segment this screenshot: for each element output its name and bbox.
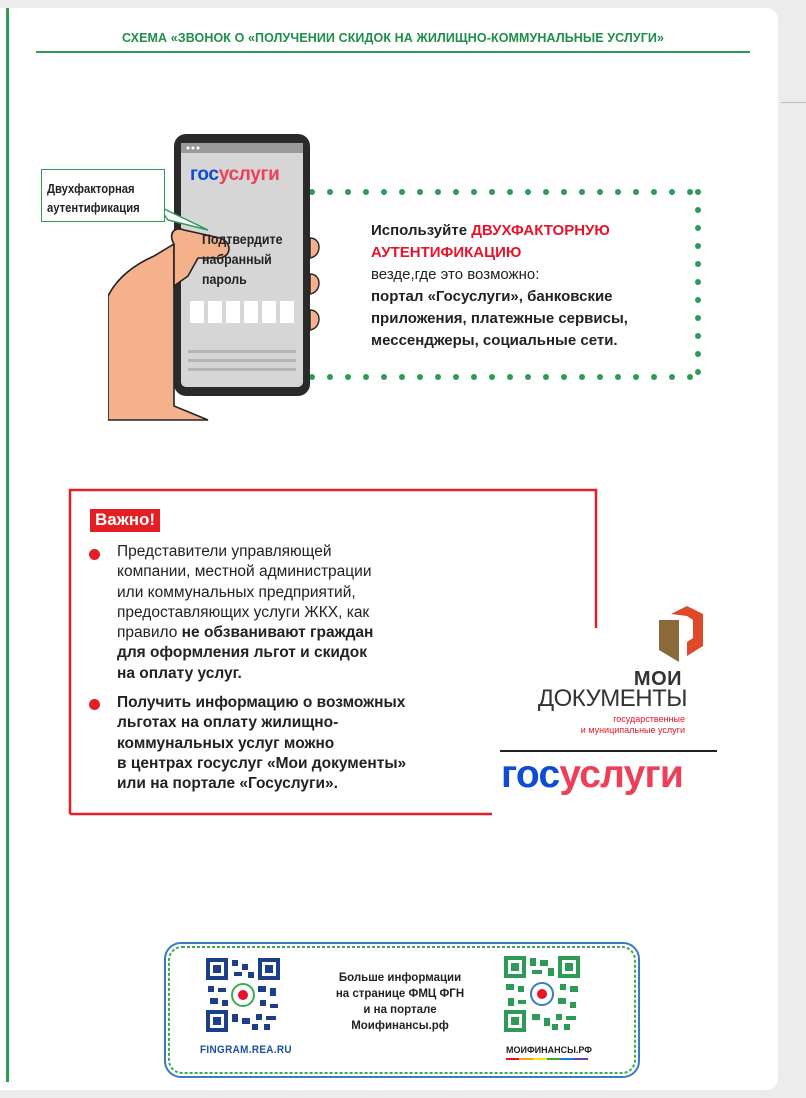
title-underline: [36, 51, 750, 53]
important-paragraph-2: [117, 693, 457, 794]
callout-line: аутентификация: [47, 201, 140, 215]
paragraph-line: правило: [117, 624, 182, 642]
logo-divider: [500, 750, 717, 752]
important-paragraph-1: [117, 542, 457, 684]
footer-info-text: [300, 970, 500, 1034]
bullet-dot: [89, 549, 100, 560]
callout-text: [47, 180, 140, 218]
phone-text-line: пароль: [202, 272, 247, 287]
footer-line: и на портале: [363, 1004, 437, 1016]
qr-code-fingram-icon: [206, 958, 280, 1032]
moi-dokumenty-subtitle: [520, 714, 685, 736]
paragraph-bold: на оплату услуг.: [117, 664, 242, 682]
paragraph-line: в центрах госуслуг «Мои документы»: [117, 754, 407, 772]
phone-text-line: Подтвердите: [202, 232, 283, 247]
gosuslugi-logo-large: [501, 753, 683, 797]
footer-line: на странице ФМЦ ФГН: [335, 988, 465, 1000]
paragraph-line: или на портале «Госуслуги».: [117, 775, 338, 793]
brand-part-red: услуги: [218, 164, 280, 185]
bullet-dot: [89, 699, 100, 710]
advice-accent: ДВУХФАКТОРНУЮ: [471, 222, 610, 239]
footer-line: Больше информации: [338, 972, 462, 984]
paragraph-line: коммунальных услуг можно: [117, 734, 335, 752]
paragraph-line: Получить информацию о возможных: [117, 694, 406, 711]
paragraph-line: компании, местной администрации: [117, 563, 372, 581]
moi-dokumenty-title-2: ДОКУМЕНТЫ: [537, 685, 687, 712]
outer-divider: [781, 102, 806, 103]
paragraph-line: льготах на оплату жилищно-: [117, 714, 339, 732]
subtitle-line: и муниципальные услуги: [580, 725, 685, 735]
phone-text-line: набранный: [202, 252, 272, 267]
callout-line: Двухфакторная: [47, 182, 135, 196]
paragraph-line: или коммунальных предприятий,: [117, 583, 356, 601]
gosuslugi-logo-small: [190, 164, 280, 186]
fingram-link[interactable]: FINGRAM.REA.RU: [200, 1044, 292, 1056]
advice-lead: Используйте: [371, 222, 472, 239]
paragraph-bold: не обзванивают граждан: [181, 624, 374, 642]
advice-plain: везде,где это возможно:: [371, 266, 540, 283]
moifinansy-link[interactable]: МОИФИНАНСЫ.РФ: [506, 1045, 592, 1055]
paragraph-bold: для оформления льгот и скидок: [117, 644, 367, 662]
paragraph-line: Представители управляющей: [117, 543, 332, 560]
two-factor-advice: [371, 220, 691, 352]
moi-dokumenty-title-1: МОИ: [633, 668, 682, 690]
brand-part-blue: гос: [190, 164, 219, 185]
subtitle-line: государственные: [613, 714, 685, 724]
leaflet-page: [0, 8, 778, 1090]
left-accent-rule: [6, 8, 9, 1082]
qr-code-moifinansy-icon: [504, 956, 580, 1032]
advice-bold: мессенджеры, социальные сети.: [371, 332, 618, 349]
important-badge: Важно!: [90, 509, 160, 532]
advice-bold: портал «Госуслуги», банковские: [371, 288, 613, 305]
paragraph-line: предоставляющих услуги ЖКХ, как: [117, 603, 370, 621]
brand-part-red: услуги: [559, 753, 684, 796]
moi-dokumenty-emblem-icon: [657, 606, 705, 664]
page-title: СХЕМА «ЗВОНОК О «ПОЛУЧЕНИИ СКИДОК НА ЖИЛИЩНО-КОММУНАЛЬНЫЕ УСЛУГИ»: [121, 31, 665, 45]
phone-screen-text: [202, 230, 282, 290]
footer-line: Моифинансы.рф: [351, 1020, 449, 1032]
advice-accent: АУТЕНТИФИКАЦИЮ: [371, 244, 522, 261]
moifinansy-color-bar: [506, 1058, 588, 1060]
advice-bold: приложения, платежные сервисы,: [371, 310, 628, 327]
brand-part-blue: гос: [501, 753, 560, 796]
